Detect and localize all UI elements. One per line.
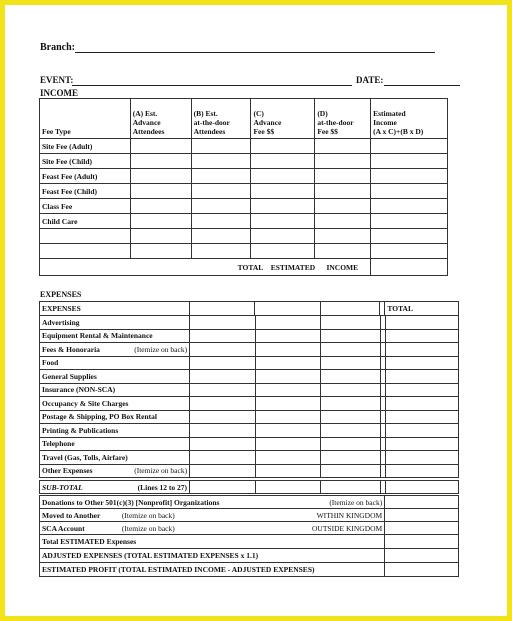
expense-total-cell[interactable] [385,329,458,343]
sca-row [40,522,459,535]
expense-cell[interactable] [190,410,255,424]
cell-c[interactable] [251,244,315,259]
expense-label: Fees & Honoraria (Itemize on back) [40,343,190,357]
expense-cell[interactable] [321,437,381,451]
cell-a[interactable] [130,214,191,229]
income-header-row [40,99,448,139]
expense-total-cell[interactable] [385,356,458,370]
cell-b[interactable] [191,214,251,229]
col-d-header: (D) at-the-door Fee $$ [315,99,371,139]
moved-label: Moved to Another (Itemize on back) WITHIN KINGDOM [40,509,385,522]
income-total-row [40,259,448,276]
cell-a[interactable] [130,154,191,169]
expense-label: Occupancy & Site Charges [40,397,190,411]
expense-row [40,410,459,424]
expense-cell[interactable] [190,424,255,438]
expense-label: Equipment Rental & Maintenance [40,329,190,343]
expense-total-cell[interactable] [385,437,458,451]
cell-b[interactable] [191,154,251,169]
cell-d[interactable] [315,229,371,244]
expense-cell[interactable] [321,464,381,478]
expense-lines [39,315,459,478]
expense-total-cell[interactable] [385,397,458,411]
expense-cell[interactable] [321,356,381,370]
cell-est[interactable] [371,244,448,259]
cell-est[interactable] [371,184,448,199]
expense-cell[interactable] [321,329,381,343]
cell-c[interactable] [251,169,315,184]
expenses-section-title: EXPENSES [40,290,82,299]
expense-cell[interactable] [255,356,320,370]
expense-cell[interactable] [190,464,255,478]
expenses-table [39,301,459,316]
cell-d[interactable] [315,184,371,199]
cell-c[interactable] [251,229,315,244]
sca-label: SCA Account (Itemize on back) OUTSIDE KINGDOM [40,522,385,535]
expense-row [40,370,459,384]
income-row [40,199,448,214]
total-estimated-income-label: TOTAL ESTIMATED INCOME [40,259,371,276]
expense-row [40,316,459,330]
cell-a[interactable] [130,184,191,199]
total-estimated-expenses-label: Total ESTIMATED Expenses [40,535,385,549]
income-row [40,229,448,244]
cell-b[interactable] [191,244,251,259]
cell-est[interactable] [371,154,448,169]
subtotal-label: SUB-TOTAL (Lines 12 to 27) [40,481,190,494]
income-section-title: INCOME [40,88,78,98]
branch-field-line[interactable] [75,52,435,53]
expense-label: Telephone [40,437,190,451]
expense-cell[interactable] [321,410,381,424]
expense-total-cell[interactable] [385,464,458,478]
col-est-income-header: Estimated Income (A x C)+(B x D) [371,99,448,139]
donations-label: Donations to Other 501(c)(3) [Nonprofit] Organizations (Itemize on back) [40,496,385,509]
cell-a[interactable] [130,229,191,244]
date-label: DATE: [356,75,384,85]
cell-b[interactable] [191,139,251,154]
estimated-profit-row [40,563,459,577]
cell-c[interactable] [251,199,315,214]
col-a-header: (A) Est. Advance Attendees [130,99,191,139]
cell-a[interactable] [130,139,191,154]
income-row [40,184,448,199]
expense-cell[interactable] [255,410,320,424]
expense-total-cell[interactable] [385,383,458,397]
income-row [40,169,448,184]
expense-cell[interactable] [255,343,320,357]
fee-type-label: Child Care [40,214,131,229]
estimated-profit-label: ESTIMATED PROFIT (TOTAL ESTIMATED INCOME - ADJUSTED EXPENSES) [40,563,385,577]
expense-row [40,464,459,478]
moved-row [40,509,459,522]
estimated-profit-cell[interactable] [385,563,459,577]
expense-cell[interactable] [321,383,381,397]
cell-d[interactable] [315,169,371,184]
expense-cell[interactable] [255,464,320,478]
expense-cell[interactable] [321,397,381,411]
cell-c[interactable] [251,184,315,199]
cell-est[interactable] [371,229,448,244]
fee-type-label: Site Fee (Adult) [40,139,131,154]
expense-row [40,437,459,451]
expense-cell[interactable] [321,316,381,330]
expense-label: General Supplies [40,370,190,384]
cell-d[interactable] [315,199,371,214]
expense-cell[interactable] [190,316,255,330]
expense-row [40,329,459,343]
fee-type-blank[interactable] [40,229,131,244]
expense-total-cell[interactable] [385,316,458,330]
sca-cell[interactable] [385,522,459,535]
expense-row [40,383,459,397]
expense-label: Insurance (NON-SCA) [40,383,190,397]
income-row [40,244,448,259]
cell-c[interactable] [251,214,315,229]
donations-row [40,496,459,509]
fee-type-blank[interactable] [40,244,131,259]
col-c-header: (C) Advance Fee $$ [251,99,315,139]
cell-c[interactable] [251,139,315,154]
expense-label: Printing & Publications [40,424,190,438]
cell-b[interactable] [191,184,251,199]
expenses-col-title: EXPENSES [40,302,190,316]
expense-cell[interactable] [321,370,381,384]
expense-cell[interactable] [321,451,381,465]
subtotal-row [40,481,459,494]
cell-b[interactable] [191,199,251,214]
expense-label: Postage & Shipping, PO Box Rental [40,410,190,424]
moved-cell[interactable] [385,509,459,522]
expense-total-cell[interactable] [385,424,458,438]
adjusted-expenses-row [40,549,459,563]
expense-cell[interactable] [190,356,255,370]
cell-est[interactable] [371,199,448,214]
expense-cell[interactable] [255,329,320,343]
fee-type-label: Site Fee (Child) [40,154,131,169]
expense-total-cell[interactable] [385,370,458,384]
expense-label: Travel (Gas, Tolls, Airfare) [40,451,190,465]
cell-d[interactable] [315,139,371,154]
col-fee-type: Fee Type [40,99,131,139]
subtotal-table [39,480,459,494]
col-b-header: (B) Est. at-the-door Attendees [191,99,251,139]
expense-label: Advertising [40,316,190,330]
expenses-col-total: TOTAL [385,302,459,316]
expense-cell[interactable] [190,383,255,397]
cell-est[interactable] [371,214,448,229]
income-row [40,214,448,229]
cell-c[interactable] [251,154,315,169]
expense-cell[interactable] [321,343,381,357]
cell-est[interactable] [371,169,448,184]
income-row [40,154,448,169]
cell-a[interactable] [130,169,191,184]
income-row [40,139,448,154]
expenses-header-row [40,302,459,316]
branch-label: Branch: [40,42,75,53]
event-label: EVENT: [40,75,74,85]
expense-cell[interactable] [255,383,320,397]
expense-row [40,343,459,357]
expense-total-cell[interactable] [385,451,458,465]
expense-cell[interactable] [190,370,255,384]
event-field-line[interactable] [72,85,352,86]
income-table [39,98,448,276]
expense-cell[interactable] [255,451,320,465]
expense-row [40,451,459,465]
expense-cell[interactable] [190,451,255,465]
expense-cell[interactable] [255,424,320,438]
expense-cell[interactable] [321,424,381,438]
subtotal-cell[interactable] [385,481,458,494]
expense-cell[interactable] [255,397,320,411]
total-estimated-expenses-cell[interactable] [385,535,459,549]
date-field-line[interactable] [384,85,460,86]
total-estimated-income-cell[interactable] [371,259,448,276]
cell-b[interactable] [191,169,251,184]
cell-b[interactable] [191,229,251,244]
adjustments-table [39,495,459,577]
total-estimated-expenses-row [40,535,459,549]
fee-type-label: Feast Fee (Adult) [40,169,131,184]
expense-cell[interactable] [190,329,255,343]
expense-cell[interactable] [255,370,320,384]
expense-cell[interactable] [255,437,320,451]
expense-row [40,356,459,370]
fee-type-label: Feast Fee (Child) [40,184,131,199]
cell-a[interactable] [130,244,191,259]
cell-est[interactable] [371,139,448,154]
expense-label: Food [40,356,190,370]
cell-d[interactable] [315,214,371,229]
expense-row [40,424,459,438]
expense-cell[interactable] [190,437,255,451]
cell-d[interactable] [315,154,371,169]
expense-cell[interactable] [190,397,255,411]
fee-type-label: Class Fee [40,199,131,214]
cell-d[interactable] [315,244,371,259]
expense-cell[interactable] [255,316,320,330]
expense-row [40,397,459,411]
adjusted-expenses-label: ADJUSTED EXPENSES (TOTAL ESTIMATED EXPENSES x 1.1) [40,549,385,563]
expense-label: Other Expenses (Itemize on back) [40,464,190,478]
expense-total-cell[interactable] [385,343,458,357]
cell-a[interactable] [130,199,191,214]
expense-total-cell[interactable] [385,410,458,424]
donations-cell[interactable] [385,496,459,509]
adjusted-expenses-cell[interactable] [385,549,459,563]
expense-cell[interactable] [190,343,255,357]
